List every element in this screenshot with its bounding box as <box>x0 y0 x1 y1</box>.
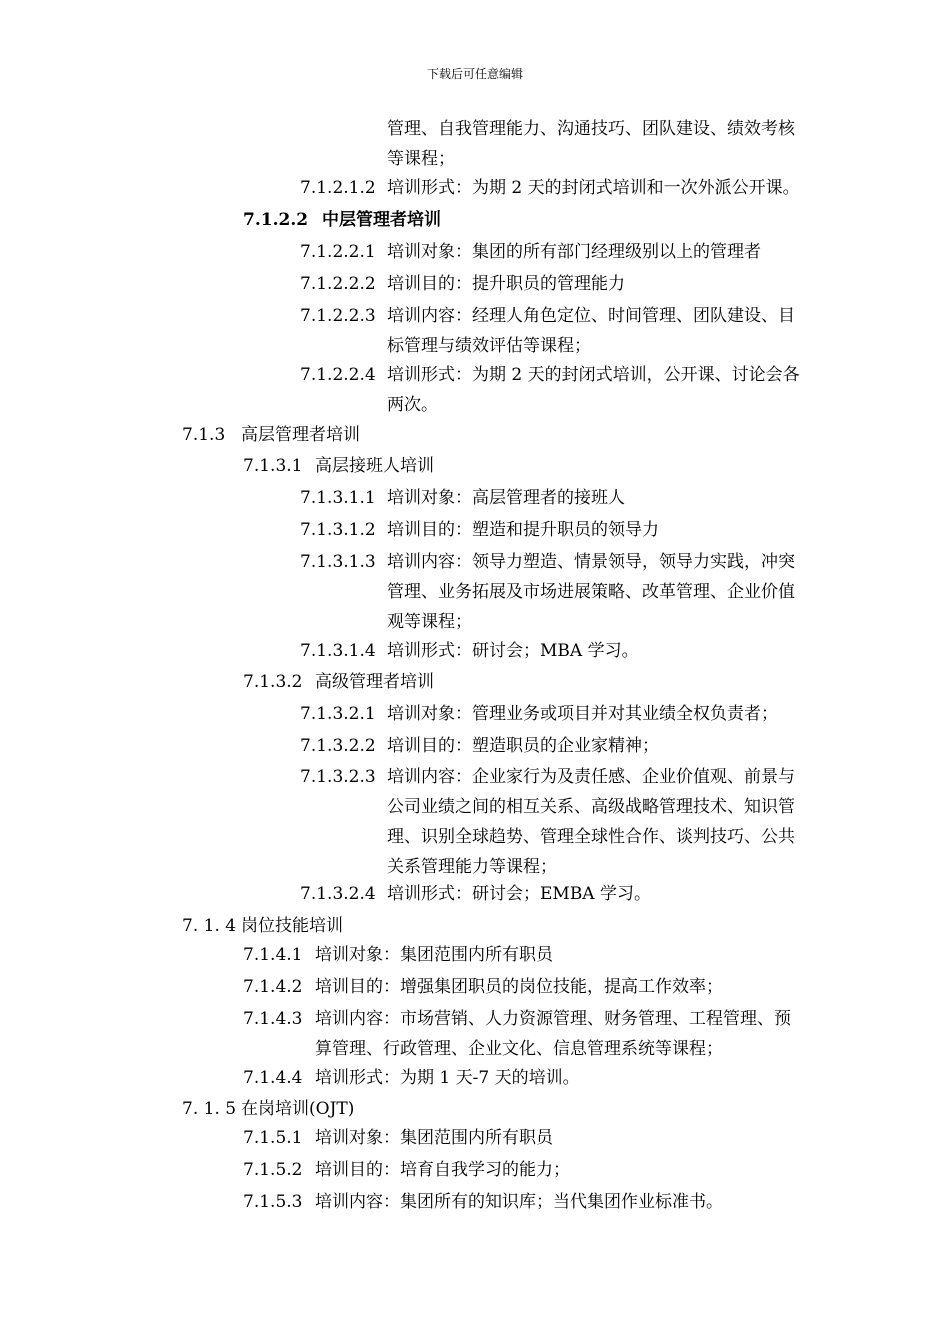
text-line: 培训内容：经理人角色定位、时间管理、团队建设、目 <box>387 306 795 326</box>
section-text <box>241 420 360 450</box>
text-line: 培训形式：研讨会；MBA 学习。 <box>387 641 639 661</box>
text-line: 培训形式：研讨会；EMBA 学习。 <box>387 884 651 904</box>
section-text <box>315 972 723 1002</box>
section-text <box>387 547 795 637</box>
page-header: 下载后可任意编辑 <box>426 67 523 81</box>
text-line: 高层管理者培训 <box>241 425 360 445</box>
text-line: 培训对象：集团的所有部门经理级别以上的管理者 <box>387 242 761 262</box>
section-number: 7.1.3.1.3 <box>300 552 376 572</box>
text-line: 培训内容：企业家行为及责任感、企业价值观、前景与 <box>387 767 795 787</box>
section-text <box>387 731 659 761</box>
section-text <box>387 301 795 361</box>
text-line: 观等课程； <box>387 612 472 632</box>
text-line: 培训对象：集团范围内所有职员 <box>315 945 553 965</box>
text-line: 算管理、行政管理、企业文化、信息管理系统等课程； <box>315 1039 723 1059</box>
text-line: 培训目的：塑造和提升职员的领导力 <box>387 520 659 540</box>
text-line: 培训内容：市场营销、人力资源管理、财务管理、工程管理、预 <box>315 1009 791 1029</box>
section-text <box>322 205 441 235</box>
text-line: 培训形式：为期 2 天的封闭式培训和一次外派公开课。 <box>387 178 800 198</box>
section-number: 7. 1. 5 <box>182 1099 237 1119</box>
text-line: 中层管理者培训 <box>322 210 441 230</box>
section-text <box>315 940 553 970</box>
section-text <box>387 879 651 909</box>
section-number: 7.1.3.1.2 <box>300 520 376 540</box>
text-line: 管理、业务拓展及市场进展策略、改革管理、企业价值 <box>387 582 795 602</box>
section-text <box>387 762 795 882</box>
section-text <box>387 636 639 666</box>
section-number: 7.1.5.3 <box>243 1192 303 1212</box>
section-text <box>315 1063 580 1093</box>
text-line: 岗位技能培训 <box>241 916 343 936</box>
section-text <box>387 515 659 545</box>
text-line: 培训对象：高层管理者的接班人 <box>387 488 625 508</box>
text-line: 培训目的：增强集团职员的岗位技能，提高工作效率； <box>315 977 723 997</box>
section-text <box>315 1004 791 1064</box>
section-number: 7.1.5.2 <box>243 1160 303 1180</box>
text-line: 培训形式：为期 1 天-7 天的培训。 <box>315 1068 580 1088</box>
text-line: 理、识别全球趋势、管理全球性合作、谈判技巧、公共 <box>387 827 795 847</box>
section-text <box>315 667 434 697</box>
section-number: 7.1.4.2 <box>243 977 303 997</box>
section-number: 7.1.2.2.1 <box>300 242 376 262</box>
section-number: 7.1.5.1 <box>243 1128 303 1148</box>
section-number: 7.1.3.1.4 <box>300 641 376 661</box>
text-line: 高层接班人培训 <box>315 456 434 476</box>
section-text <box>315 451 434 481</box>
text-line: 管理、自我管理能力、沟通技巧、团队建设、绩效考核 <box>387 119 795 139</box>
section-text <box>387 173 800 203</box>
section-number: 7.1.3.2.4 <box>300 884 376 904</box>
section-number: 7.1.3.1.1 <box>300 488 376 508</box>
section-text <box>315 1123 553 1153</box>
text-line: 培训内容：领导力塑造、情景领导，领导力实践，冲突 <box>387 552 795 572</box>
section-text <box>387 269 625 299</box>
section-number: 7. 1. 4 <box>182 916 237 936</box>
text-line: 等课程； <box>387 149 455 169</box>
text-line: 培训目的：塑造职员的企业家精神； <box>387 736 659 756</box>
text-line: 标管理与绩效评估等课程； <box>387 336 591 356</box>
section-number: 7.1.2.1.2 <box>300 178 376 198</box>
section-number: 7.1.4.3 <box>243 1009 303 1029</box>
section-text <box>241 1094 354 1124</box>
section-number: 7.1.3.2 <box>243 672 303 692</box>
section-text <box>387 360 800 420</box>
section-number: 7.1.2.2 <box>243 210 309 230</box>
section-text <box>315 1155 570 1185</box>
section-number: 7.1.3 <box>182 425 226 445</box>
section-text <box>387 483 625 513</box>
section-text <box>241 911 343 941</box>
section-number: 7.1.2.2.4 <box>300 365 376 385</box>
continuation-text <box>387 114 795 174</box>
section-number: 7.1.4.4 <box>243 1068 303 1088</box>
section-number: 7.1.2.2.3 <box>300 306 376 326</box>
section-number: 7.1.4.1 <box>243 945 303 965</box>
text-line: 培训目的：培育自我学习的能力； <box>315 1160 570 1180</box>
section-number: 7.1.3.1 <box>243 456 303 476</box>
text-line: 公司业绩之间的相互关系、高级战略管理技术、知识管 <box>387 797 795 817</box>
text-line: 在岗培训(OJT) <box>241 1099 355 1119</box>
text-line: 培训对象：管理业务或项目并对其业绩全权负责者； <box>387 704 778 724</box>
section-text <box>387 699 778 729</box>
section-number: 7.1.3.2.1 <box>300 704 376 724</box>
text-line: 培训形式：为期 2 天的封闭式培训，公开课、讨论会各 <box>387 365 800 385</box>
section-number: 7.1.3.2.2 <box>300 736 376 756</box>
text-line: 培训对象：集团范围内所有职员 <box>315 1128 553 1148</box>
text-line: 两次。 <box>387 395 438 415</box>
section-text <box>315 1187 723 1217</box>
text-line: 高级管理者培训 <box>315 672 434 692</box>
section-text <box>387 237 761 267</box>
section-number: 7.1.3.2.3 <box>300 767 376 787</box>
text-line: 培训目的：提升职员的管理能力 <box>387 274 625 294</box>
text-line: 培训内容：集团所有的知识库；当代集团作业标准书。 <box>315 1192 723 1212</box>
section-number: 7.1.2.2.2 <box>300 274 376 294</box>
text-line: 关系管理能力等课程； <box>387 857 557 877</box>
